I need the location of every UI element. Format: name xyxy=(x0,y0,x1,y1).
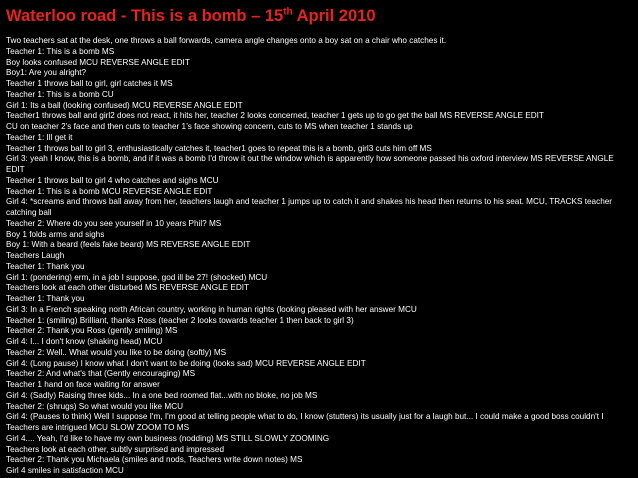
script-line: Girl 4: (Pauses to think) Well I suppose I'm, I'm good at telling people what to do, I know (stutters) its usually just for a laugh but... I could make a good boss couldn't I xyxy=(6,412,604,422)
script-line: Boy 1 folds arms and sighs xyxy=(6,229,105,239)
script-line: Girl 4.... Yeah, I'd like to have my own business (nodding) MS STILL SLOWLY ZOOMING xyxy=(6,433,330,443)
script-line: Boy1: Are you alright? xyxy=(6,68,87,78)
script-line: Teacher 2: (shrugs) So what would you like MCU xyxy=(6,401,184,411)
script-line: Girl 4: *screams and throws ball away from her, teachers laugh and teacher 1 jumps up to catch it and shakes his head then returns to his seat. MCU, TRACKS teacher catching ball xyxy=(6,197,613,217)
slide-title-superscript: th xyxy=(283,6,293,18)
script-line: Teacher 1: Thank you xyxy=(6,261,85,271)
slide-title-main: Waterloo road - This is a bomb – 15 xyxy=(6,7,284,25)
script-line: Teacher1 throws ball and girl2 does not react, it hits her, teacher 2 looks concerned, teacher 1 gets up to go get the ball MS REVERSE ANGLE EDIT xyxy=(6,111,544,121)
script-line: Girl 1: (pondering) erm, in a job I suppose, god ill be 27! (shocked) MCU xyxy=(6,272,268,282)
script-line: Teachers look at each other, subtly surprised and impressed xyxy=(6,444,224,454)
script-line: Boy 1: With a beard (feels fake beard) MS REVERSE ANGLE EDIT xyxy=(6,240,251,250)
script-line: Teacher 1: Ill get it xyxy=(6,132,73,142)
script-line: Teacher 1 hand on face waiting for answer xyxy=(6,380,160,389)
script-line: Girl 1: Its a ball (looking confused) MCU REVERSE ANGLE EDIT xyxy=(6,100,243,110)
script-line: Teacher 1 throws ball to girl, girl catches it MS xyxy=(6,79,173,88)
script-line: Teacher 1: This is a bomb MS xyxy=(6,46,115,56)
script-line: Two teachers sat at the desk, one throws a ball forwards, camera angle changes onto a boy sat on a chair who catches it. xyxy=(6,36,447,45)
script-line: Teacher 1 throws ball to girl 4 who catches and sighs MCU xyxy=(6,175,219,185)
slide-title-tail: April 2010 xyxy=(292,7,376,25)
script-line: Teacher 2: Thank you Michaela (smiles and nods, Teachers write down notes) MS xyxy=(6,455,303,465)
script-line: Teacher 1: Thank you xyxy=(6,294,85,303)
script-line: Boy looks confused MCU REVERSE ANGLE EDIT xyxy=(6,57,190,67)
script-text xyxy=(6,36,632,477)
script-line: CU on teacher 2’s face and then cuts to teacher 1’s face showing concern, cuts to MS when teacher 1 stands up xyxy=(6,122,413,131)
slide-title xyxy=(6,6,632,26)
script-line: Teachers are intrigued MCU SLOW ZOOM TO MS xyxy=(6,423,190,432)
script-line: Girl 4: (Long pause) I know what I don't want to be doing (looks sad) MCU REVERSE ANGLE EDIT xyxy=(6,358,366,368)
script-line: Teachers look at each other disturbed MS REVERSE ANGLE EDIT xyxy=(6,283,250,293)
script-line: Teachers Laugh xyxy=(6,251,65,260)
script-line: Girl 3: In a French speaking north African country, working in human rights (looking pleased with her answer MCU xyxy=(6,304,417,314)
script-line: Teacher 1: (smiling) Brilliant, thanks Ross (teacher 2 looks towards teacher 1 then back to girl 3) xyxy=(6,315,354,325)
script-line: Girl 4: (Sadly) Raising three kids... In a one bed roomed flat...with no bloke, no job MS xyxy=(6,390,318,400)
script-line: Teacher 1: This is a bomb MCU REVERSE ANGLE EDIT xyxy=(6,186,213,196)
script-line: Teacher 2: Thank you Ross (gently smiling) MS xyxy=(6,326,178,336)
script-line: Girl 4 smiles in satisfaction MCU xyxy=(6,466,124,475)
script-line: Teacher 2: Well.. What would you like to be doing (softly) MS xyxy=(6,347,227,357)
script-line: Teacher 1 throws ball to girl 3, enthusiastically catches it, teacher1 goes to repeat this is a bomb, girl3 cuts him off MS xyxy=(6,143,432,153)
script-line: Girl 3: yeah I know, this is a bomb, and if it was a bomb I'd throw it out the window which is apparently how someone passed his oxford interview MS REVERSE ANGLE EDIT xyxy=(6,154,614,174)
script-line: Girl 4: I... I don't know (shaking head) MCU xyxy=(6,337,163,346)
script-line: Teacher 2: And what's that (Gently encouraging) MS xyxy=(6,369,196,379)
script-line: Teacher 2: Where do you see yourself in 10 years Phil? MS xyxy=(6,218,222,228)
script-line: Teacher 1: This is a bomb CU xyxy=(6,89,114,99)
